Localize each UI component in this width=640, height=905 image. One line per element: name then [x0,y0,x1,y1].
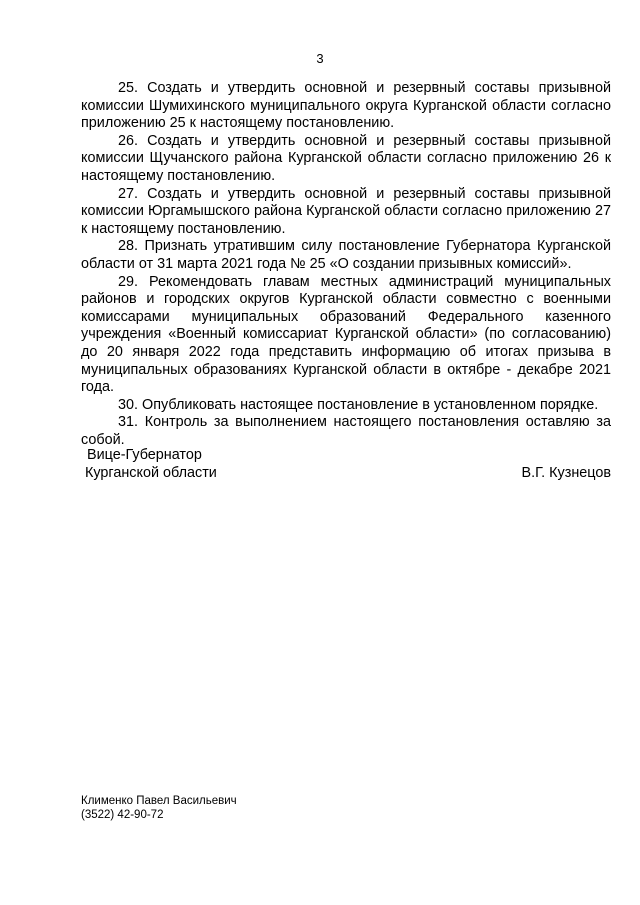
paragraph-29: 29. Рекомендовать главам местных администраций муниципальных районов и городских округов Курганской области совместно с военными комиссарами муниципальных образований Федерального казенного учреждения «Военный комиссариат Курганской области» (по согласованию) до 20 января 2022 года представить информацию об итогах призыва в муниципальных образованиях Курганской области в октябре - декабре 2021 года. [81,273,611,396]
executor-name: Клименко Павел Васильевич [81,795,237,807]
page-number: 3 [316,51,324,66]
paragraph-25: 25. Создать и утвердить основной и резервный составы призывной комиссии Шумихинского муниципального округа Курганской области согласно приложению 25 к настоящему постановлению. [81,80,611,132]
document-body [81,80,611,449]
position-title: Вице-Губернатор [87,447,202,463]
paragraph-28: 28. Признать утратившим силу постановление Губернатора Курганской области от 31 марта 2021 года № 25 «О создании призывных комиссий». [81,238,611,272]
paragraph-31: 31. Контроль за выполнением настоящего постановления оставляю за собой. [81,414,611,448]
paragraph-30: 30. Опубликовать настоящее постановление в установленном порядке. [118,396,599,413]
position-region: Курганской области [85,465,217,481]
paragraph-26: 26. Создать и утвердить основной и резервный составы призывной комиссии Щучанского района Курганской области согласно приложению 26 к настоящему постановлению. [81,132,611,184]
signatory-name: В.Г. Кузнецов [521,465,611,481]
executor-contact [81,794,237,822]
signatory-position [87,446,217,482]
paragraph-27: 27. Создать и утвердить основной и резервный составы призывной комиссии Юргамышского района Курганской области согласно приложению 27 к настоящему постановлению. [81,185,611,237]
executor-phone: (3522) 42-90-72 [81,809,164,821]
